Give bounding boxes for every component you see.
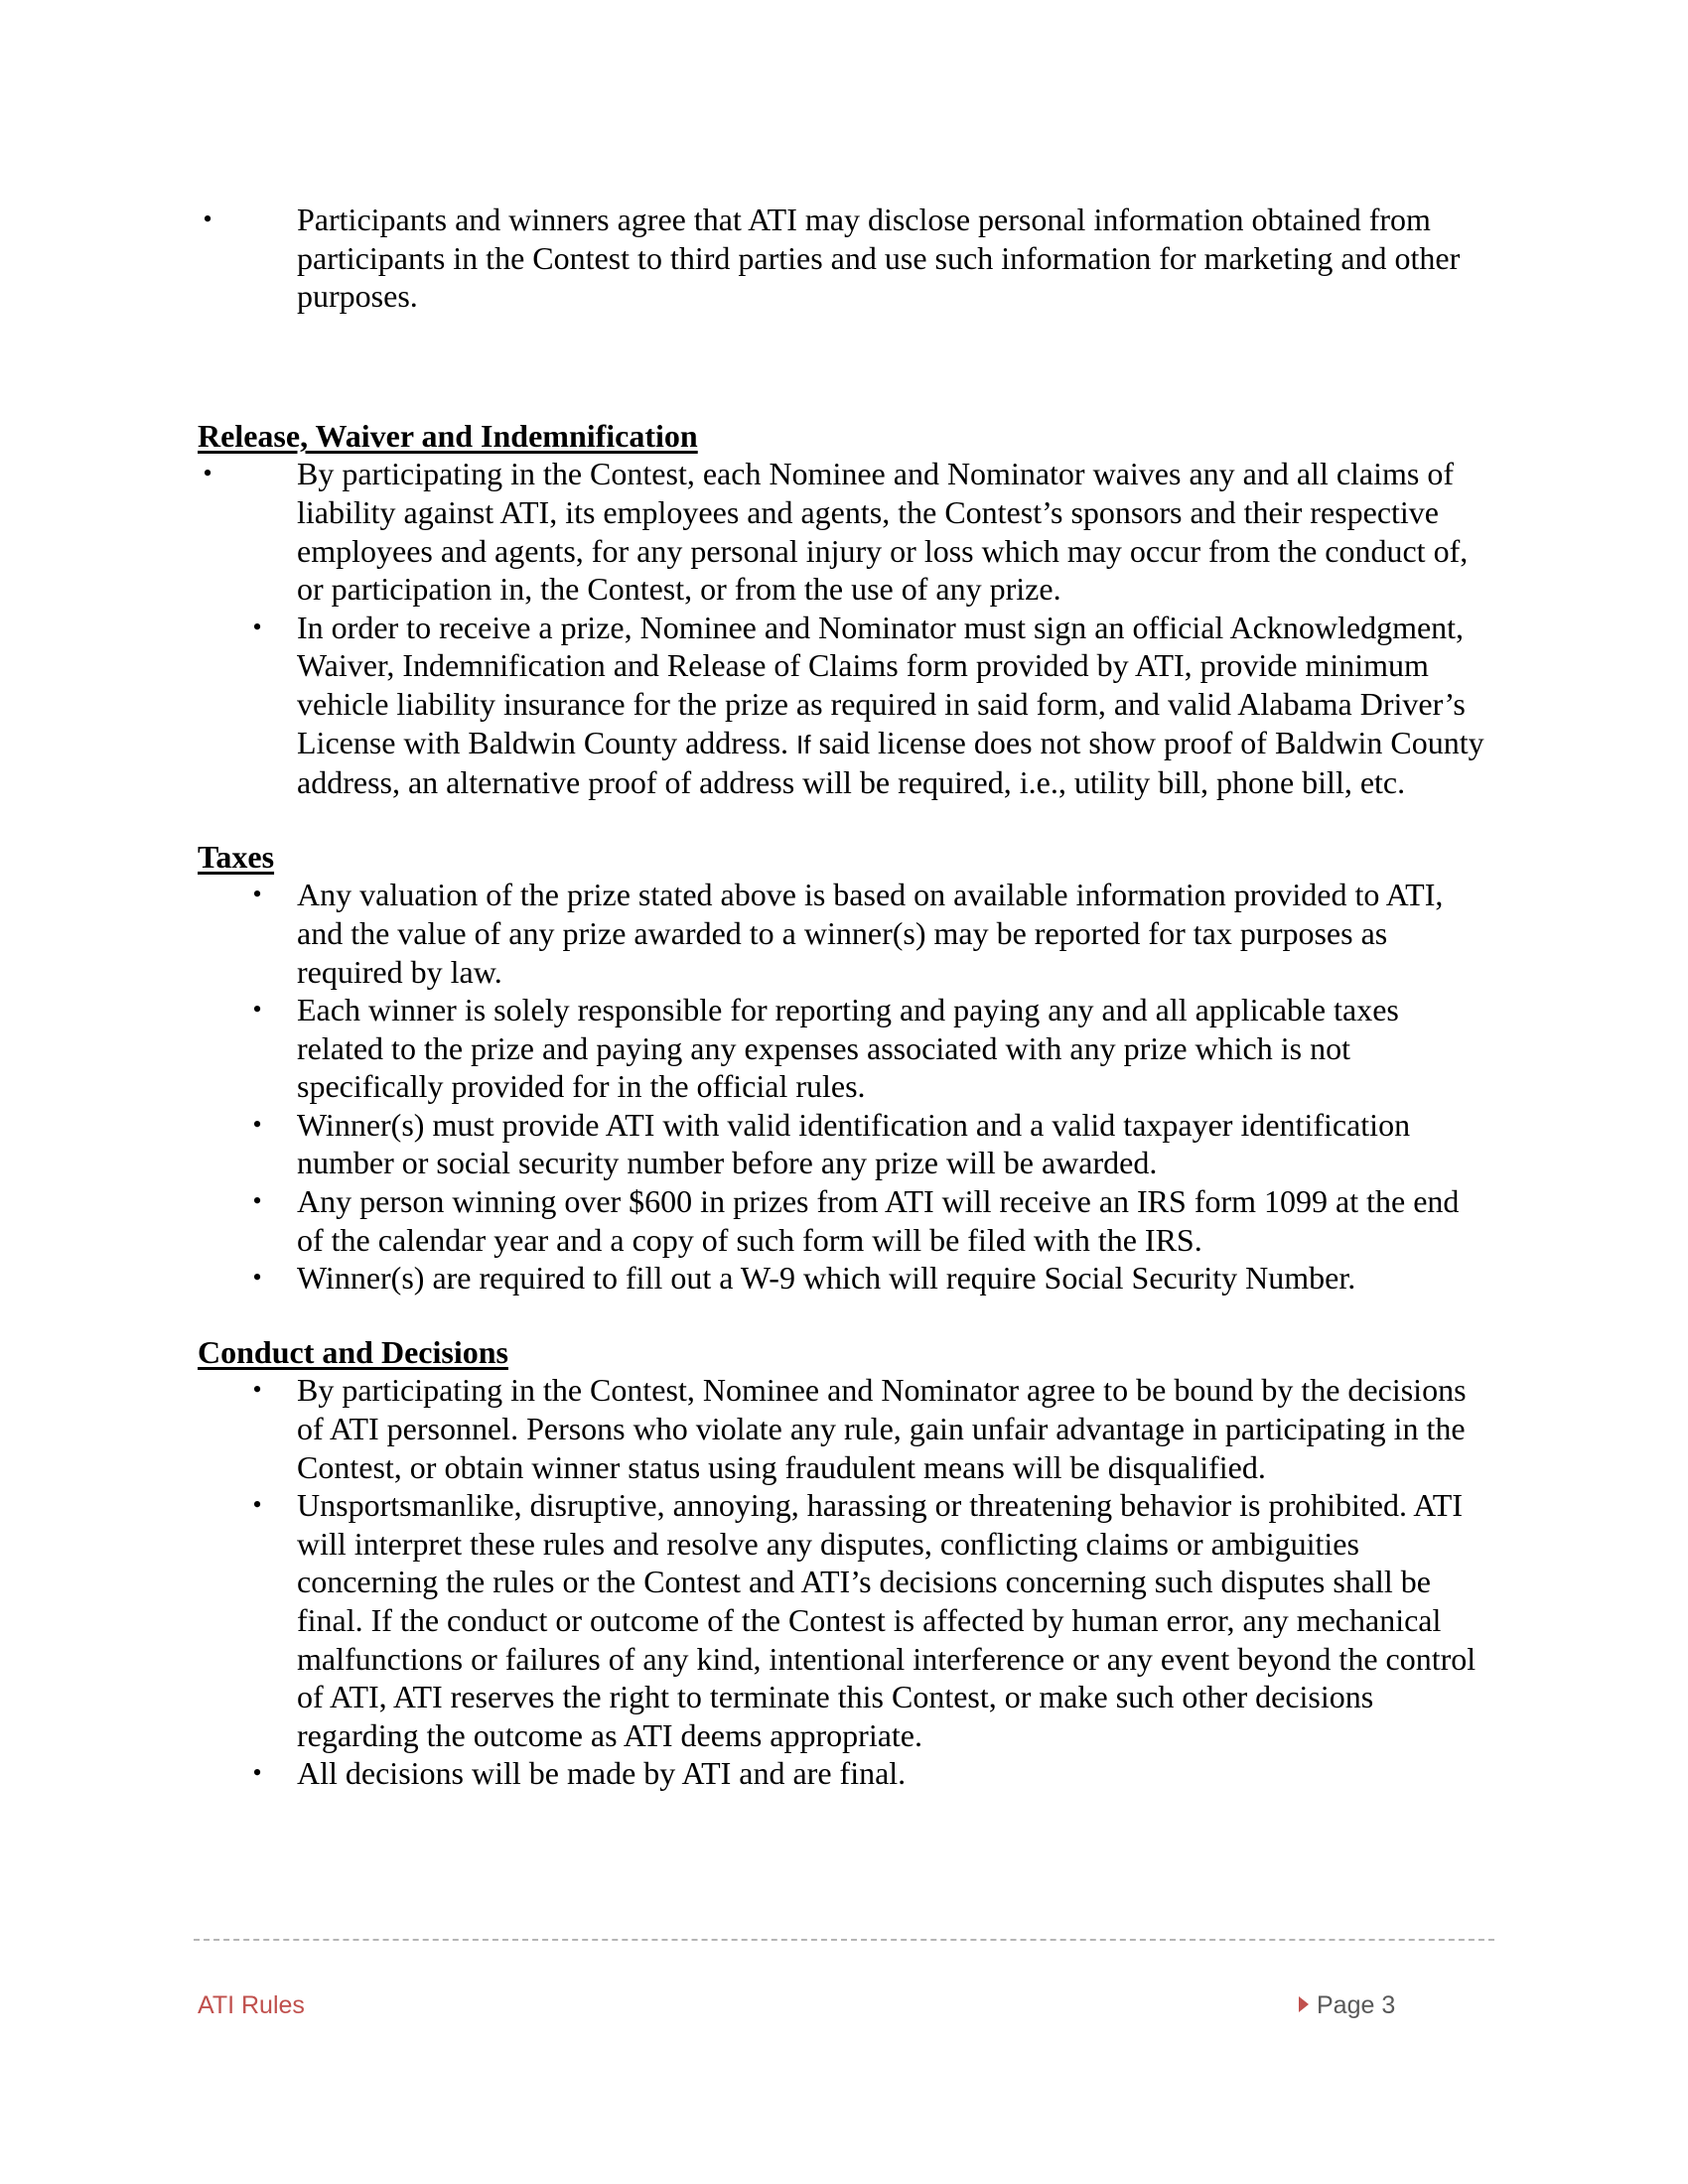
- item-text: Winner(s) are required to fill out a W-9 which will require Social Security Number.: [297, 1260, 1356, 1297]
- bullet-icon: •: [252, 1758, 262, 1788]
- bullet-icon: •: [252, 1490, 262, 1520]
- footer-divider: [194, 1939, 1494, 1941]
- section-heading: Taxes: [198, 838, 275, 875]
- page-body: [198, 201, 1490, 1793]
- list-item: [198, 1259, 1490, 1297]
- bullet-icon: •: [252, 612, 262, 641]
- triangle-icon: [1299, 1996, 1309, 2012]
- item-text: Any valuation of the prize stated above is based on available information provided to ATI, and the value of any prize awarded to a winner(s) may be reported for tax purposes as required by law.: [297, 877, 1444, 990]
- page-number-label: Page 3: [1317, 1991, 1396, 2019]
- item-text: Participants and winners agree that ATI may disclose personal information obtained from participants in the Contest to third parties and use such information for marketing and other purposes.: [297, 202, 1461, 315]
- bullet-icon: •: [203, 205, 212, 233]
- item-text: Any person winning over $600 in prizes from ATI will receive an IRS form 1099 at the end of the calendar year and a copy of such form will be filed with the IRS.: [297, 1183, 1460, 1258]
- bullet-icon: •: [252, 880, 262, 909]
- list-item: [198, 1182, 1490, 1259]
- bullet-icon: •: [252, 995, 262, 1024]
- list-item: [198, 455, 1490, 608]
- item-text: said license does not show proof of Baldwin County address, an alternative proof of address will be required, i.e., utility bill, phone bill, etc.: [297, 724, 1484, 801]
- section-heading: Release, Waiver and Indemnification: [198, 417, 698, 454]
- list-item: [198, 201, 1490, 316]
- intro-section: [198, 201, 1490, 316]
- item-text-sans: If: [796, 729, 811, 759]
- list-item: [198, 1486, 1490, 1754]
- list-item: [198, 1371, 1490, 1486]
- list-item: [198, 991, 1490, 1106]
- bullet-icon: •: [252, 1186, 262, 1216]
- page-number: [1299, 1991, 1395, 2020]
- list-item: [198, 876, 1490, 991]
- item-text: Each winner is solely responsible for reporting and paying any and all applicable taxes related to the prize and paying any expenses associated with any prize which is not specifically provided for in the official rules.: [297, 992, 1399, 1105]
- item-text: By participating in the Contest, each Nominee and Nominator waives any and all claims of liability against ATI, its employees and agents, the Contest’s sponsors and their respective employees and agents, for any personal injury or loss which may occur from the conduct of, or participation in, the Contest, or from the use of any prize.: [297, 456, 1469, 608]
- bullet-icon: •: [203, 459, 212, 488]
- list-item: [198, 1754, 1490, 1793]
- footer-title: ATI Rules: [198, 1991, 305, 2019]
- taxes-section: [198, 838, 1490, 1297]
- section-heading: Conduct and Decisions: [198, 1333, 508, 1370]
- list-item: [198, 609, 1490, 802]
- bullet-icon: •: [252, 1375, 262, 1405]
- item-text: Unsportsmanlike, disruptive, annoying, harassing or threatening behavior is prohibited. ATI will interpret these rules and resolve any disputes, conflicting claims or ambiguities concerning the rules or the Contest and ATI’s decisions concerning such disputes shall be final. If the conduct or outcome of the Contest is affected by human error, any mechanical malfunctions or failures of any kind, intentional interference or any event beyond the control of ATI, ATI reserves the right to terminate this Contest, or make such other decisions regarding the outcome as ATI deems appropriate.: [297, 1487, 1477, 1753]
- release-section: [198, 417, 1490, 802]
- item-text: By participating in the Contest, Nominee and Nominator agree to be bound by the decisions of ATI personnel. Persons who violate any rule, gain unfair advantage in participating in the Contest, or obtain winner status using fraudulent means will be disqualified.: [297, 1372, 1467, 1485]
- bullet-icon: •: [252, 1109, 262, 1139]
- item-text: Winner(s) must provide ATI with valid identification and a valid taxpayer identification number or social security number before any prize will be awarded.: [297, 1106, 1411, 1181]
- item-text: All decisions will be made by ATI and are final.: [297, 1755, 907, 1792]
- conduct-section: [198, 1333, 1490, 1793]
- bullet-icon: •: [252, 1263, 262, 1293]
- list-item: [198, 1106, 1490, 1182]
- item-text: In order to receive a prize, Nominee and Nominator must sign an official Acknowledgment, Waiver, Indemnification and Release of Claims form provided by ATI, provide minimum vehicle liability insurance for the prize as required in said form, and valid Alabama Driver’s License with Baldwin County address.: [297, 609, 1466, 760]
